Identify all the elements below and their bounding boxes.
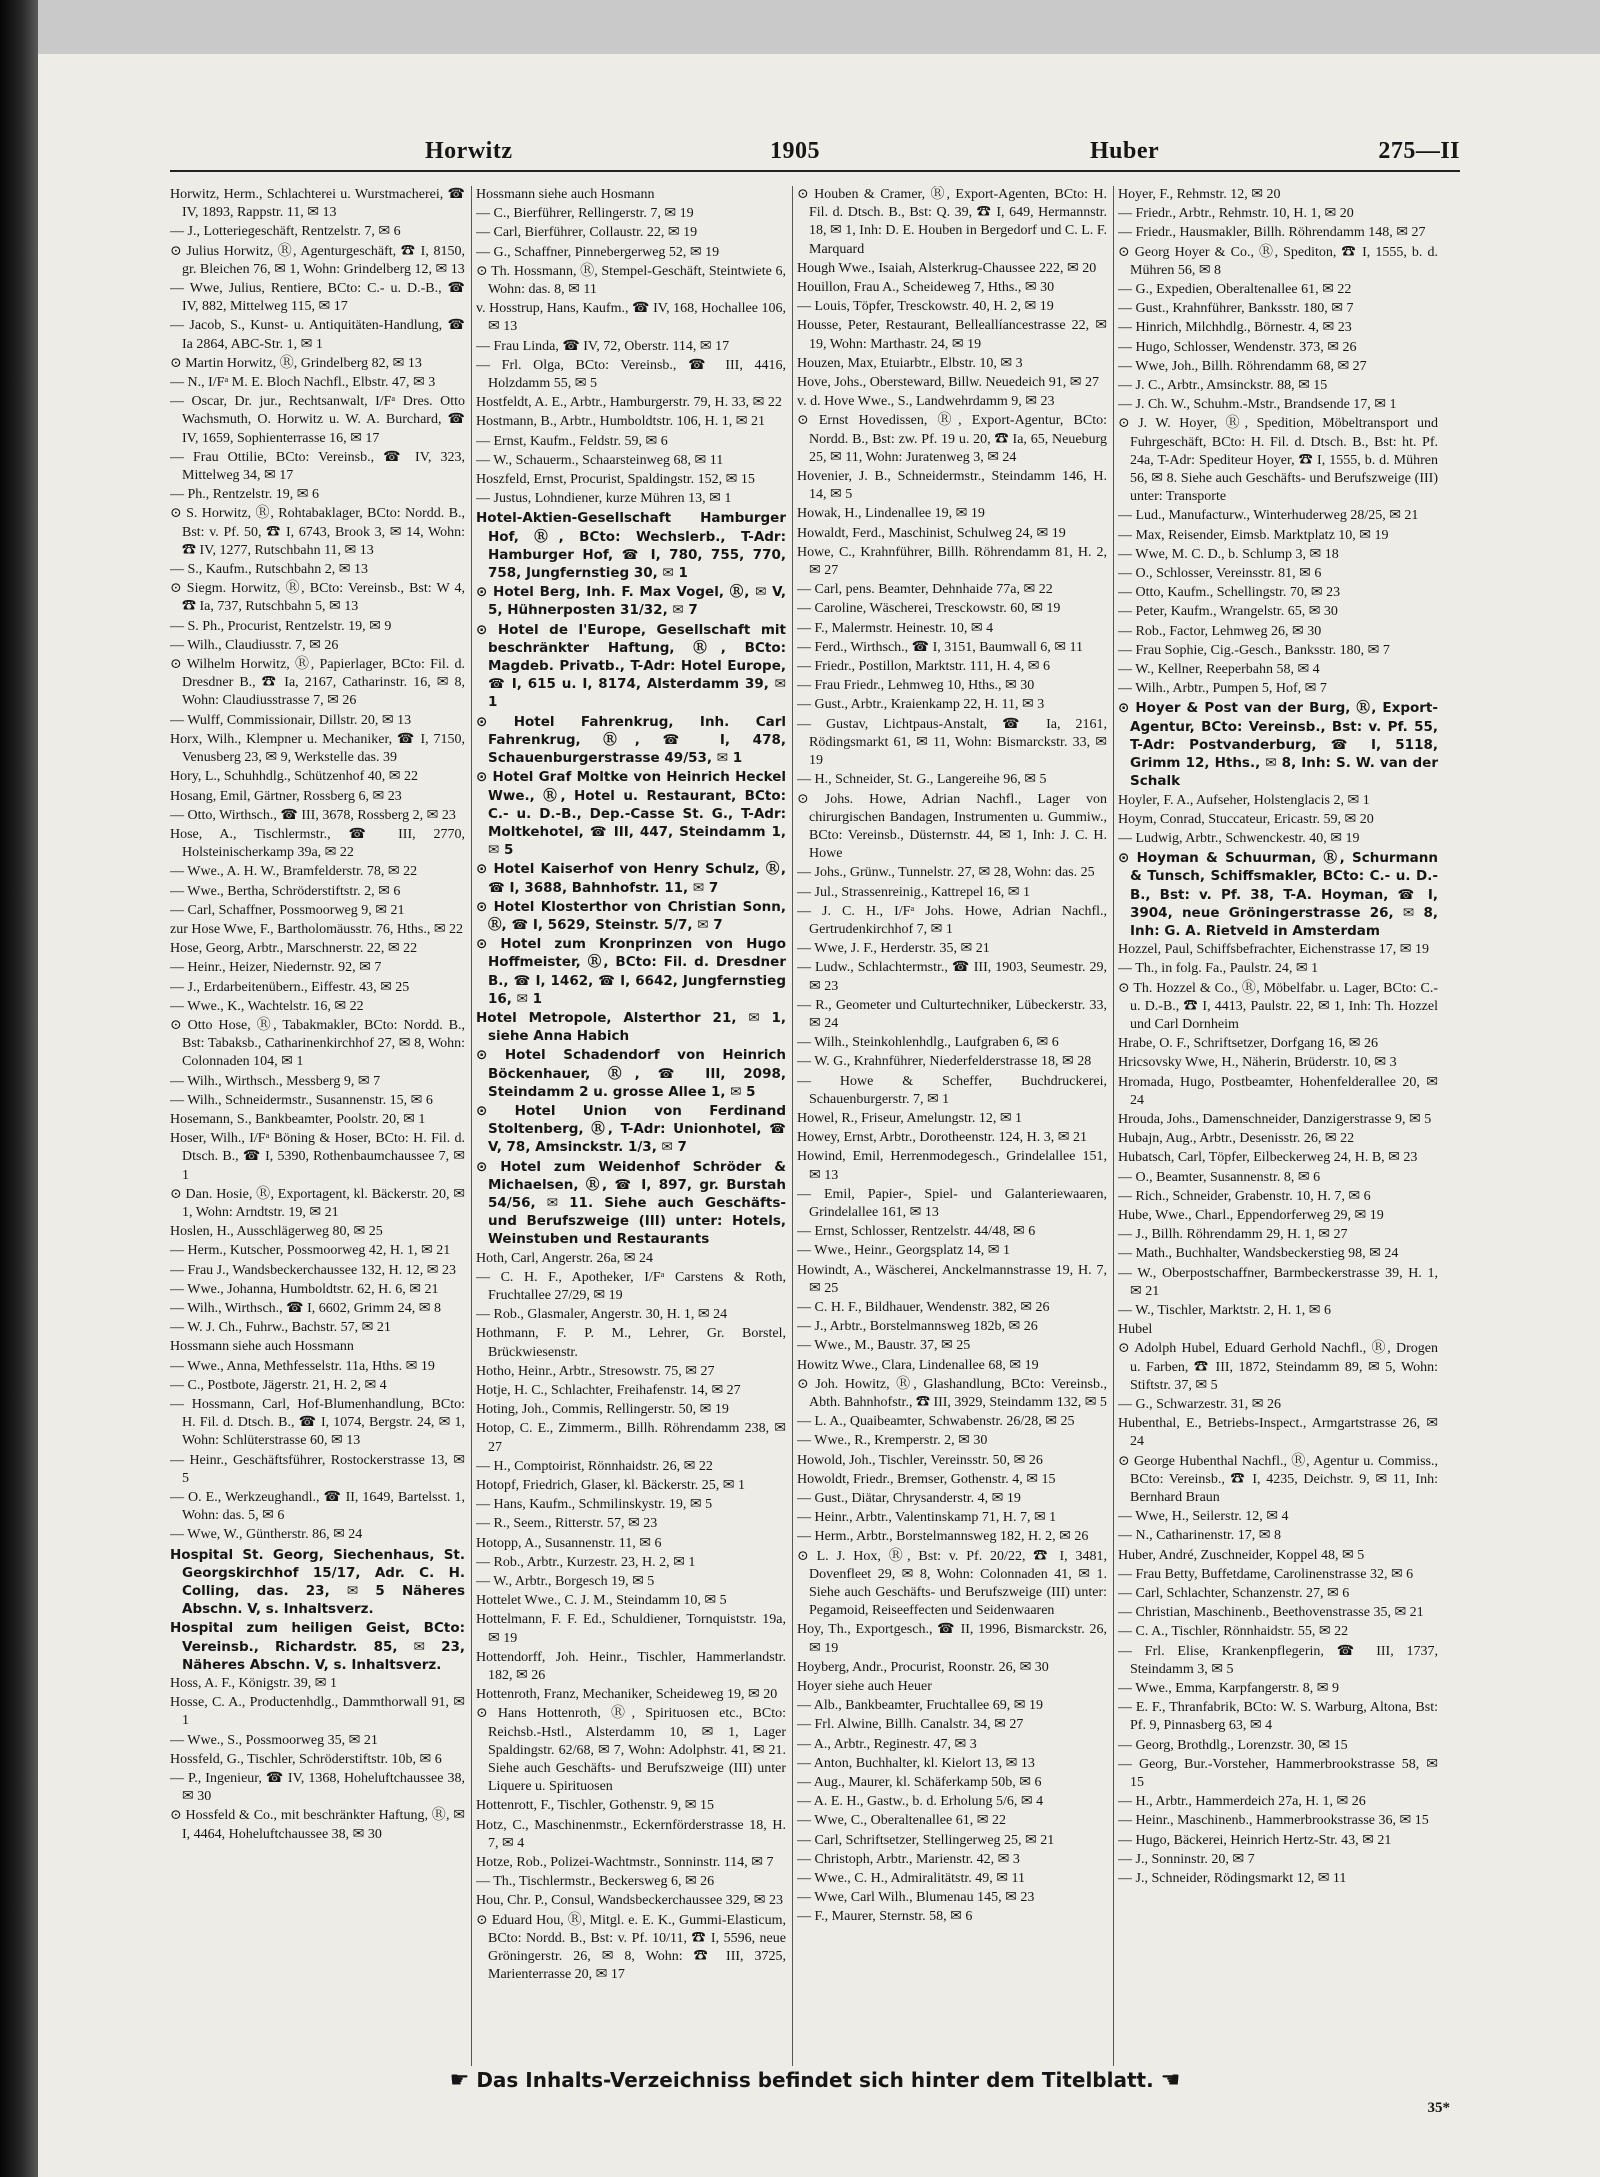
directory-entry: Howaldt, Ferd., Maschinist, Schulweg 24, ✉ 19 xyxy=(797,525,1066,541)
directory-entry: Hose, A., Tischlermstr., ☎ III, 2770, Holsteinischerkamp 39a, ✉ 22 xyxy=(170,826,465,861)
directory-entry: Hoy, Th., Exportgesch., ☎ II, 1996, Bismarckstr. 26, ✉ 19 xyxy=(797,1622,1107,1656)
directory-entry: — C., Postbote, Jägerstr. 21, H. 2, ✉ 4 xyxy=(170,1377,387,1393)
directory-entry: ⊙ Hotel zum Kronprinzen von Hugo Hoffmeister, Ⓡ, BCto: Fil. d. Dresdner B., ☎ I, 1462, ☎ I, 6642, Jungfernstieg 16, ✉ 1 xyxy=(476,936,786,1007)
directory-entry: Hube, Wwe., Charl., Eppendorferweg 29, ✉ 19 xyxy=(1118,1207,1384,1223)
directory-entry: — Wwe., M., Baustr. 37, ✉ 25 xyxy=(797,1338,971,1354)
directory-entry: Hoting, Joh., Commis, Rellingerstr. 50, ✉ 19 xyxy=(476,1402,729,1418)
directory-entry: Hosse, C. A., Productenhdlg., Dammthorwall 91, ✉ 1 xyxy=(170,1695,465,1729)
directory-entry: — Max, Reisender, Eimsb. Marktplatz 10, ✉ 19 xyxy=(1118,527,1389,543)
directory-entry: — Wwe., Heinr., Georgsplatz 14, ✉ 1 xyxy=(797,1243,1011,1259)
directory-entry: — Friedr., Postillon, Marktstr. 111, H. 4, ✉ 6 xyxy=(797,659,1050,675)
directory-entry: — J., Schneider, Rödingsmarkt 12, ✉ 11 xyxy=(1118,1871,1347,1887)
directory-entry: — Ludwig, Arbtr., Schwenckestr. 40, ✉ 19 xyxy=(1118,830,1360,846)
directory-entry: — O. E., Werkzeughandl., ☎ II, 1649, Bartelsst. 1, Wohn: das. 5, ✉ 6 xyxy=(170,1490,465,1524)
directory-entry: Hotopp, A., Susannenstr. 11, ✉ 6 xyxy=(476,1535,662,1551)
directory-entry: — Wilh., Schneidermstr., Susannenstr. 15, ✉ 6 xyxy=(170,1092,433,1108)
directory-entry: Hosang, Emil, Gärtner, Rossberg 6, ✉ 23 xyxy=(170,788,402,804)
directory-entry: ⊙ S. Horwitz, Ⓡ, Rohtabaklager, BCto: Nordd. B., Bst: v. Pf. 50, ☎ I, 6743, Brook 3, ✉ 14, Wohn: ☎ IV, 1277, Rutschbahn 11, ✉ 13 xyxy=(170,506,465,558)
directory-entry: ⊙ L. J. Hox, Ⓡ, Bst: v. Pf. 20/22, ☎ I, 3481, Dovenfleet 29, ✉ 8, Wohn: Colonnaden 41, ✉ 1. Siehe auch Geschäfts- und Berufszweige (III) unter: Pegamoid, Reiseeffecten und Seidenwaaren xyxy=(797,1548,1107,1619)
directory-entry: — Frau Sophie, Cig.-Gesch., Banksstr. 180, ✉ 7 xyxy=(1118,642,1390,658)
directory-entry: — Louis, Töpfer, Tresckowstr. 40, H. 2, ✉ 19 xyxy=(797,299,1054,315)
directory-entry: — Wwe., R., Kremperstr. 2, ✉ 30 xyxy=(797,1433,988,1449)
directory-entry: Hotz, C., Maschinenmstr., Eckernförderstrasse 18, H. 7, ✉ 4 xyxy=(476,1817,786,1851)
directory-entry: — R., Geometer und Culturtechniker, Lübeckerstr. 33, ✉ 24 xyxy=(797,997,1107,1031)
directory-entry: Houillon, Frau A., Scheideweg 7, Hths., ✉ 30 xyxy=(797,280,1055,296)
directory-entry: — Heinr., Arbtr., Valentinskamp 71, H. 7, ✉ 1 xyxy=(797,1510,1057,1526)
directory-entry: — F., Malermstr. Heinestr. 10, ✉ 4 xyxy=(797,620,994,636)
directory-entry: Hottelmann, F. F. Ed., Schuldiener, Tornquiststr. 19a, ✉ 19 xyxy=(476,1612,786,1646)
directory-entry: Hubatsch, Carl, Töpfer, Eilbeckerweg 24, H. B, ✉ 23 xyxy=(1118,1150,1418,1166)
directory-entry: Hostfeldt, A. E., Arbtr., Hamburgerstr. 79, H. 33, ✉ 22 xyxy=(476,395,782,411)
signature-mark: 35* xyxy=(1427,2100,1450,2116)
directory-entry: — Howe & Scheffer, Buchdruckerei, Schauenburgerstr. 7, ✉ 1 xyxy=(797,1073,1107,1107)
directory-entry: Hossmann siehe auch Hosmann xyxy=(476,187,655,202)
directory-entry: — Anton, Buchhalter, kl. Kielort 13, ✉ 13 xyxy=(797,1755,1035,1771)
directory-entry: Hospital zum heiligen Geist, BCto: Vereinsb., Richardstr. 85, ✉ 23, Näheres Abschn. V, s. Inhaltsverz. xyxy=(170,1620,465,1673)
directory-entry: — G., Expedien, Oberaltenallee 61, ✉ 22 xyxy=(1118,282,1352,298)
directory-entry: Howe, C., Krahnführer, Billh. Röhrendamm 81, H. 2, ✉ 27 xyxy=(797,544,1107,579)
directory-entry: ⊙ Th. Hossmann, Ⓡ, Stempel-Geschäft, Steintwiete 6, Wohn: das. 8, ✉ 11 xyxy=(476,263,786,298)
directory-entry: ⊙ Georg Hoyer & Co., Ⓡ, Spediton, ☎ I, 1555, b. d. Mühren 56, ✉ 8 xyxy=(1118,244,1438,278)
directory-entry: ⊙ Hotel de l'Europe, Gesellschaft mit beschränkter Haftung, Ⓡ, BCto: Magdeb. Privatb., T-Adr: Hotel Europe, ☎ I, 615 u. I, 8174, Alsterdamm 39, ✉ 1 xyxy=(476,621,786,711)
directory-entry: ⊙ Hoyer & Post van der Burg, Ⓡ, Export-Agentur, BCto: Vereinsb., Bst: v. Pf. 55, T-Adr: Postvanderburg, ☎ I, 5118, Grimm 12, Hths., ✉ 8, Inh: S. W. van der Schalk xyxy=(1118,700,1438,790)
directory-entry: Hoss, A. F., Königstr. 39, ✉ 1 xyxy=(170,1676,337,1692)
directory-entry: — Ferd., Wirthsch., ☎ I, 3151, Baumwall 6, ✉ 11 xyxy=(797,639,1084,655)
directory-entry: ⊙ Hotel Union von Ferdinand Stoltenberg, Ⓡ, T-Adr: Unionhotel, ☎ V, 78, Amsinckstr. 1/3, ✉ 7 xyxy=(476,1102,786,1156)
directory-entry: — Wwe, H., Seilerstr. 12, ✉ 4 xyxy=(1118,1509,1289,1525)
directory-entry: — Wwe, Julius, Rentiere, BCto: C.- u. D.-B., ☎ IV, 882, Mittelweg 115, ✉ 17 xyxy=(170,281,465,315)
directory-entry: Hoyler, F. A., Aufseher, Holstenglacis 2, ✉ 1 xyxy=(1118,792,1370,808)
directory-entry: — Friedr., Arbtr., Rehmstr. 10, H. 1, ✉ 20 xyxy=(1118,206,1354,222)
directory-entry: Hotho, Heinr., Arbtr., Stresowstr. 75, ✉ 27 xyxy=(476,1363,715,1379)
page-header xyxy=(170,136,1460,170)
directory-entry: — W. G., Krahnführer, Niederfelderstrasse 18, ✉ 28 xyxy=(797,1054,1092,1070)
column-4 xyxy=(1118,186,1438,2066)
column-divider xyxy=(1113,186,1114,2066)
column-2 xyxy=(476,186,786,2066)
directory-entry: — J. C., Arbtr., Amsinckstr. 88, ✉ 15 xyxy=(1118,378,1328,394)
directory-entry: — J., Lotteriegeschäft, Rentzelstr. 7, ✉ 6 xyxy=(170,224,401,240)
directory-entry: Hotel Metropole, Alsterthor 21, ✉ 1, siehe Anna Habich xyxy=(476,1009,786,1045)
pointing-hand-left-icon: ☚ xyxy=(1160,2068,1181,2093)
directory-entry: — Christoph, Arbtr., Marienstr. 42, ✉ 3 xyxy=(797,1851,1020,1867)
directory-entry: — Rob., Factor, Lehmweg 26, ✉ 30 xyxy=(1118,623,1322,639)
directory-entry: Howel, R., Friseur, Amelungstr. 12, ✉ 1 xyxy=(797,1110,1023,1126)
directory-entry: — Wwe., K., Wachtelstr. 16, ✉ 22 xyxy=(170,998,364,1014)
directory-entry: Hubajn, Aug., Arbtr., Desenisstr. 26, ✉ 22 xyxy=(1118,1131,1355,1147)
directory-entry: ⊙ Wilhelm Horwitz, Ⓡ, Papierlager, BCto: Fil. d. Dresdner B., ☎ Ia, 2167, Catharinstr. 16, ✉ 8, Wohn: Claudiusstrasse 7, ✉ 26 xyxy=(170,657,465,709)
directory-entry: — G., Schwarzestr. 31, ✉ 26 xyxy=(1118,1397,1281,1412)
directory-entry: — Ph., Rentzelstr. 19, ✉ 6 xyxy=(170,487,320,503)
footer-notice-text: Das Inhalts-Verzeichniss befindet sich hinter dem Titelblatt. xyxy=(476,2068,1154,2092)
directory-entry: Hubel xyxy=(1118,1322,1153,1338)
directory-entry: Hottelet Wwe., C. J. M., Steindamm 10, ✉ 5 xyxy=(476,1593,727,1609)
column-1 xyxy=(170,186,465,2066)
directory-entry: Howindt, A., Wäscherei, Anckelmannstrasse 19, H. 7, ✉ 25 xyxy=(797,1262,1107,1296)
directory-entry: — Frau Friedr., Lehmweg 10, Hths., ✉ 30 xyxy=(797,678,1035,694)
directory-entry: ⊙ J. W. Hoyer, Ⓡ, Spedition, Möbeltransport und Fuhrgeschäft, BCto: H. Fil. d. Dtsch. B., Bst: ht. Pf. 24a, T-Adr: Spediteur Hoyer, ☎ I, 1555, b. d. Mühren 56, ✉ 8. Siehe auch Geschäfts- und Berufszweige (III) unter: Transporte xyxy=(1118,416,1438,505)
directory-entry: — A. E. H., Gastw., b. d. Erholung 5/6, ✉ 4 xyxy=(797,1794,1044,1810)
directory-entry: ⊙ Hotel Berg, Inh. F. Max Vogel, Ⓡ, ✉ V, 5, Hühnerposten 31/32, ✉ 7 xyxy=(476,584,786,619)
directory-entry: Hrabe, O. F., Schriftsetzer, Dorfgang 16, ✉ 26 xyxy=(1118,1036,1379,1052)
directory-entry: — Friedr., Hausmakler, Billh. Röhrendamm 148, ✉ 27 xyxy=(1118,225,1426,241)
directory-entry: ⊙ Hossfeld & Co., mit beschränkter Haftung, Ⓡ, ✉ I, 4464, Hoheluftchaussee 38, ✉ 30 xyxy=(170,1808,465,1842)
directory-entry: — L. A., Quaibeamter, Schwabenstr. 26/28, ✉ 25 xyxy=(797,1414,1075,1430)
directory-entry: — Frl. Alwine, Billh. Canalstr. 34, ✉ 27 xyxy=(797,1717,1024,1733)
header-first-entry: Horwitz xyxy=(425,138,513,164)
directory-entry: Hotopf, Friedrich, Glaser, kl. Bäckerstr. 25, ✉ 1 xyxy=(476,1478,745,1494)
directory-entry: Hovenier, J. B., Schneidermstr., Steindamm 146, H. 14, ✉ 5 xyxy=(797,469,1107,503)
directory-entry: Howind, Emil, Herrenmodegesch., Grindelallee 151, ✉ 13 xyxy=(797,1149,1107,1183)
directory-entry: Horwitz, Herm., Schlachterei u. Wurstmacherei, ☎ IV, 1893, Rappstr. 11, ✉ 13 xyxy=(170,187,465,221)
directory-entry: — Aug., Maurer, kl. Schäferkamp 50b, ✉ 6 xyxy=(797,1775,1042,1791)
directory-entry: ⊙ Siegm. Horwitz, Ⓡ, BCto: Vereinsb., Bst: W 4, ☎ Ia, 737, Rutschbahn 5, ✉ 13 xyxy=(170,581,465,615)
pointing-hand-icon: ☛ xyxy=(449,2068,470,2093)
directory-entry: — Wwe., C. H., Admiralitätstr. 49, ✉ 11 xyxy=(797,1871,1025,1887)
directory-entry: — Math., Buchhalter, Wandsbeckerstieg 98, ✉ 24 xyxy=(1118,1246,1399,1262)
directory-entry: Hotop, C. E., Zimmerm., Billh. Röhrendamm 238, ✉ 27 xyxy=(476,1421,786,1455)
scan-edge xyxy=(0,0,38,2177)
directory-entry: — W., Oberpostschaffner, Barmbeckerstrasse 39, H. 1, ✉ 21 xyxy=(1118,1265,1438,1299)
directory-entry: Hoym, Conrad, Stuccateur, Ericastr. 59, ✉ 20 xyxy=(1118,811,1374,827)
directory-entry: — W., Schauerm., Schaarsteinweg 68, ✉ 11 xyxy=(476,452,724,468)
directory-entry: — Frau Linda, ☎ IV, 72, Oberstr. 114, ✉ 17 xyxy=(476,338,730,354)
directory-entry: — C. A., Tischler, Rönnhaidstr. 55, ✉ 22 xyxy=(1118,1624,1349,1640)
column-divider xyxy=(471,186,472,2066)
footer-notice xyxy=(170,2068,1460,2093)
directory-entry: Houzen, Max, Etuiarbtr., Elbstr. 10, ✉ 3 xyxy=(797,355,1023,371)
header-rule xyxy=(170,170,1460,172)
directory-entry: — F., Maurer, Sternstr. 58, ✉ 6 xyxy=(797,1909,973,1925)
directory-entry: Howey, Ernst, Arbtr., Dorotheenstr. 124, H. 3, ✉ 21 xyxy=(797,1130,1088,1146)
directory-entry: — Hossmann, Carl, Hof-Blumenhandlung, BCto: H. Fil. d. Dtsch. B., ☎ I, 1074, Bergstr. 24, ✉ 1, Wohn: Schlüterstrasse 60, ✉ 13 xyxy=(170,1397,465,1449)
directory-entry: — Justus, Lohndiener, kurze Mühren 13, ✉ 1 xyxy=(476,491,732,507)
directory-entry: — Frl. Olga, BCto: Vereinsb., ☎ III, 4416, Holzdamm 55, ✉ 5 xyxy=(476,357,786,392)
directory-entry: — Wwe, M. C. D., b. Schlump 3, ✉ 18 xyxy=(1118,546,1339,562)
directory-entry: — E. F., Thranfabrik, BCto: W. S. Warburg, Altona, Bst: Pf. 9, Pinnasberg 63, ✉ 4 xyxy=(1118,1700,1438,1734)
directory-entry: Hostmann, B., Arbtr., Humboldtstr. 106, H. 1, ✉ 21 xyxy=(476,414,766,430)
directory-entry: Hoslen, H., Ausschlägerweg 80, ✉ 25 xyxy=(170,1224,383,1240)
directory-entry: Howitz Wwe., Clara, Lindenallee 68, ✉ 19 xyxy=(797,1357,1039,1373)
directory-entry: Hricsovsky Wwe, H., Näherin, Brüderstr. 10, ✉ 3 xyxy=(1118,1055,1397,1071)
directory-entry: ⊙ Otto Hose, Ⓡ, Tabakmakler, BCto: Nordd. B., Bst: Tabaksb., Catharinenkirchhof 27, ✉ 8, Wohn: Colonnaden 104, ✉ 1 xyxy=(170,1017,465,1070)
directory-entry: Hozzel, Paul, Schiffsbefrachter, Eichenstrasse 17, ✉ 19 xyxy=(1118,942,1430,958)
directory-entry: — Gust., Diätar, Chrysanderstr. 4, ✉ 19 xyxy=(797,1491,1021,1507)
directory-entry: Hotje, H. C., Schlachter, Freihafenstr. 14, ✉ 27 xyxy=(476,1383,741,1398)
directory-entry: Hottenrott, F., Tischler, Gothenstr. 9, ✉ 15 xyxy=(476,1798,714,1814)
directory-entry: — J., Erdarbeitenübern., Eiffestr. 43, ✉ 25 xyxy=(170,979,410,995)
directory-entry: — O., Schlosser, Vereinsstr. 81, ✉ 6 xyxy=(1118,566,1322,582)
directory-entry: — Wwe, W., Güntherstr. 86, ✉ 24 xyxy=(170,1527,363,1543)
directory-entry: ⊙ Hans Hottenroth, Ⓡ, Spirituosen etc., BCto: Reichsb.-Hstl., Alsterdamm 10, ✉ 1, Lager Spaldingstr. 62/68, ✉ 7, Wohn: Adolphstr. 41, ✉ 21. Siehe auch Geschäfts- und Berufszweige (III) unter Liquere u. Spirituosen xyxy=(476,1706,786,1795)
directory-entry: — Rich., Schneider, Grabenstr. 10, H. 7, ✉ 6 xyxy=(1118,1188,1371,1204)
directory-entry: — J., Arbtr., Borstelmannsweg 182b, ✉ 26 xyxy=(797,1319,1038,1335)
directory-entry: — Wwe., Emma, Karpfangerstr. 8, ✉ 9 xyxy=(1118,1681,1340,1697)
directory-entry: — Wilh., Claudiusstr. 7, ✉ 26 xyxy=(170,637,339,653)
directory-entry: v. Hosstrup, Hans, Kaufm., ☎ IV, 168, Hochallee 106, ✉ 13 xyxy=(476,301,786,335)
directory-entry: — R., Seem., Ritterstr. 57, ✉ 23 xyxy=(476,1516,658,1532)
directory-entry: — Rob., Glasmaler, Angerstr. 30, H. 1, ✉ 24 xyxy=(476,1307,728,1323)
directory-entry: — Carl, Bierführer, Collaustr. 22, ✉ 19 xyxy=(476,225,698,241)
directory-entry: — Ernst, Kaufm., Feldstr. 59, ✉ 6 xyxy=(476,433,668,449)
directory-entry: Hou, Chr. P., Consul, Wandsbeckerchaussee 329, ✉ 23 xyxy=(476,1893,784,1909)
directory-entry: — J. Ch. W., Schuhm.-Mstr., Brandsende 17, ✉ 1 xyxy=(1118,397,1397,413)
directory-entry: — Carl, Schlachter, Schanzenstr. 27, ✉ 6 xyxy=(1118,1586,1350,1602)
directory-entry: — Johs., Grünw., Tunnelstr. 27, ✉ 28, Wohn: das. 25 xyxy=(797,865,1095,881)
directory-entry: — Hugo, Schlosser, Wendenstr. 373, ✉ 26 xyxy=(1118,339,1357,355)
directory-entry: — Frau Betty, Buffetdame, Carolinenstrasse 32, ✉ 6 xyxy=(1118,1566,1414,1582)
directory-entry: Hrouda, Johs., Damenschneider, Danzigerstrasse 9, ✉ 5 xyxy=(1118,1111,1432,1127)
directory-entry: — H., Comptoirist, Rönnhaidstr. 26, ✉ 22 xyxy=(476,1458,713,1474)
directory-entry: Hospital St. Georg, Siechenhaus, St. Georgskirchhof 15/17, Adr. C. H. Colling, das. 23, ✉ 5 Näheres Abschn. V, s. Inhaltsverz. xyxy=(170,1546,465,1618)
directory-entry: v. d. Hove Wwe., S., Landwehrdamm 9, ✉ 23 xyxy=(797,394,1055,410)
directory-entry: — W., Tischler, Marktstr. 2, H. 1, ✉ 6 xyxy=(1118,1302,1332,1318)
directory-entry: Hotze, Rob., Polizei-Wachtmstr., Sonninstr. 114, ✉ 7 xyxy=(476,1855,774,1871)
directory-entry: ⊙ Johs. Howe, Adrian Nachfl., Lager von chirurgischen Bandagen, Instrumenten u. Gummiw., BCto: Vereinsb., Düsternstr. 44, ✉ 1, Inh: J. C. H. Howe xyxy=(797,791,1107,862)
column-3 xyxy=(797,186,1107,2066)
directory-entry: — Oscar, Dr. jur., Rechtsanwalt, I/Fᵃ Dres. Otto Wachsmuth, O. Horwitz u. W. A. Burchard, ☎ IV, 1659, Sophienterrasse 16, ✉ 17 xyxy=(170,394,465,446)
directory-entry: — N., I/Fᵃ M. E. Bloch Nachfl., Elbstr. 47, ✉ 3 xyxy=(170,375,436,391)
directory-entry: Hove, Johs., Obersteward, Billw. Neuedeich 91, ✉ 27 xyxy=(797,375,1100,391)
directory-entry: — Carl, Schriftsetzer, Stellingerweg 25, ✉ 21 xyxy=(797,1832,1055,1848)
directory-entry: — Georg, Brothdlg., Lorenzstr. 30, ✉ 15 xyxy=(1118,1737,1348,1753)
directory-entry: zur Hose Wwe, F., Bartholomäusstr. 76, Hths., ✉ 22 xyxy=(170,921,464,937)
directory-entry: — Wilh., Arbtr., Pumpen 5, Hof, ✉ 7 xyxy=(1118,681,1327,697)
directory-entry: — O., Beamter, Susannenstr. 8, ✉ 6 xyxy=(1118,1169,1321,1185)
directory-entry: Hothmann, F. P. M., Lehrer, Gr. Borstel, Brückwiesenstr. xyxy=(476,1326,786,1360)
directory-entry: — Otto, Kaufm., Schellingstr. 70, ✉ 23 xyxy=(1118,585,1341,601)
directory-entry: — Peter, Kaufm., Wrangelstr. 65, ✉ 30 xyxy=(1118,604,1338,620)
directory-entry: — C. H. F., Apotheker, I/Fᵃ Carstens & Roth, Fruchtallee 27/29, ✉ 19 xyxy=(476,1269,786,1303)
directory-entry: — Wwe., A. H. W., Bramfelderstr. 78, ✉ 22 xyxy=(170,864,418,880)
directory-entry: — Wwe, Carl Wilh., Blumenau 145, ✉ 23 xyxy=(797,1890,1035,1906)
directory-entry: Hossfeld, G., Tischler, Schröderstiftstr. 10b, ✉ 6 xyxy=(170,1751,442,1767)
directory-entry: — W., Kellner, Reeperbahn 58, ✉ 4 xyxy=(1118,662,1320,678)
directory-entry: — W. J. Ch., Fuhrw., Bachstr. 57, ✉ 21 xyxy=(170,1320,391,1336)
column-divider xyxy=(792,186,793,2066)
directory-entry: — Carl, pens. Beamter, Dehnhaide 77a, ✉ 22 xyxy=(797,582,1053,598)
directory-entry: ⊙ Dan. Hosie, Ⓡ, Exportagent, kl. Bäckerstr. 20, ✉ 1, Wohn: Arndtstr. 19, ✉ 21 xyxy=(170,1186,465,1220)
directory-entry: Horx, Wilh., Klempner u. Mechaniker, ☎ I, 7150, Venusberg 23, ✉ 9, Werkstelle das. 39 xyxy=(170,731,465,766)
directory-entry: — Frau Ottilie, BCto: Vereinsb., ☎ IV, 323, Mittelweg 34, ✉ 17 xyxy=(170,449,465,484)
directory-entry: Hoyer, F., Rehmstr. 12, ✉ 20 xyxy=(1118,187,1281,202)
directory-entry: Howold, Joh., Tischler, Vereinsstr. 50, ✉ 26 xyxy=(797,1452,1043,1468)
directory-entry: ⊙ Hotel Schadendorf von Heinrich Böckenhauer, Ⓡ, ☎ III, 2098, Steindamm 2 u. grosse Allee 1, ✉ 5 xyxy=(476,1047,786,1100)
directory-entry: — C. H. F., Bildhauer, Wendenstr. 382, ✉ 26 xyxy=(797,1299,1050,1315)
directory-entry: — Th., Tischlermstr., Beckersweg 6, ✉ 26 xyxy=(476,1874,715,1890)
directory-entry: — Wwe, J. F., Herderstr. 35, ✉ 21 xyxy=(797,941,990,957)
directory-entry: — Caroline, Wäscherei, Tresckowstr. 60, ✉ 19 xyxy=(797,601,1061,617)
directory-entry: ⊙ Joh. Howitz, Ⓡ, Glashandlung, BCto: Vereinsb., Abth. Bahnhofstr., ☎ III, 3929, Steindamm 132, ✉ 5 xyxy=(797,1376,1107,1410)
directory-entry: — Gust., Krahnführer, Banksstr. 180, ✉ 7 xyxy=(1118,301,1354,317)
directory-entry: Hory, L., Schuhhdlg., Schützenhof 40, ✉ 22 xyxy=(170,769,419,785)
directory-entry: — P., Ingenieur, ☎ IV, 1368, Hoheluftchaussee 38, ✉ 30 xyxy=(170,1771,465,1805)
directory-entry: Hoszfeld, Ernst, Procurist, Spaldingstr. 152, ✉ 15 xyxy=(476,472,755,488)
directory-entry: Hoser, Wilh., I/Fᵃ Böning & Hoser, BCto: H. Fil. d. Dtsch. B., ☎ I, 5390, Rothenbaumchaussee 7, ✉ 1 xyxy=(170,1131,465,1183)
directory-entry: — Herm., Kutscher, Possmoorweg 42, H. 1, ✉ 21 xyxy=(170,1243,451,1259)
directory-entry: Hottendorff, Joh. Heinr., Tischler, Hammerlandstr. 182, ✉ 26 xyxy=(476,1649,786,1684)
directory-entry: Howak, H., Lindenallee 19, ✉ 19 xyxy=(797,506,985,522)
directory-entry: — Wulff, Commissionair, Dillstr. 20, ✉ 13 xyxy=(170,712,412,728)
directory-entry: — Lud., Manufacturw., Winterhuderweg 28/25, ✉ 21 xyxy=(1118,508,1419,524)
directory-entry: — Wilh., Wirthsch., ☎ I, 6602, Grimm 24, ✉ 8 xyxy=(170,1300,441,1316)
directory-entry: ⊙ Hotel Fahrenkrug, Inh. Carl Fahrenkrug, Ⓡ, ☎ I, 478, Schauenburgerstrasse 49/53, ✉ 1 xyxy=(476,713,786,767)
directory-entry: — Jacob, S., Kunst- u. Antiquitäten-Handlung, ☎ Ia 2864, ABC-Str. 1, ✉ 1 xyxy=(170,318,465,352)
directory-entry: — Ernst, Schlosser, Rentzelstr. 44/48, ✉ 6 xyxy=(797,1224,1036,1240)
directory-entry: — Frau J., Wandsbeckerchaussee 132, H. 12, ✉ 23 xyxy=(170,1262,457,1278)
directory-entry: Hose, Georg, Arbtr., Marschnerstr. 22, ✉ 22 xyxy=(170,941,418,957)
directory-entry: — C., Bierführer, Rellingerstr. 7, ✉ 19 xyxy=(476,206,694,222)
directory-entry: ⊙ Ernst Hovedissen, Ⓡ, Export-Agentur, BCto: Nordd. B., Bst: zw. Pf. 19 u. 20, ☎ Ia, 65, Neueburg 25, ✉ 11, Wohn: Juratenweg 3, ✉ 24 xyxy=(797,413,1107,465)
directory-entry: — Heinr., Geschäftsführer, Rostockerstrasse 13, ✉ 5 xyxy=(170,1452,465,1486)
directory-entry: — Christian, Maschinenb., Beethovenstrasse 35, ✉ 21 xyxy=(1118,1605,1424,1621)
directory-entry: — W., Arbtr., Borgesch 19, ✉ 5 xyxy=(476,1574,655,1590)
directory-entry: — A., Arbtr., Reginestr. 47, ✉ 3 xyxy=(797,1736,977,1752)
directory-entry: — Wilh., Steinkohlenhdlg., Laufgraben 6, ✉ 6 xyxy=(797,1035,1059,1051)
directory-entry: — S., Kaufm., Rutschbahn 2, ✉ 13 xyxy=(170,562,368,578)
directory-entry: — Heinr., Maschinenb., Hammerbrookstrasse 36, ✉ 15 xyxy=(1118,1813,1429,1829)
directory-entry: — Georg, Bur.-Vorsteher, Hammerbrookstrasse 58, ✉ 15 xyxy=(1118,1756,1438,1791)
directory-entry: Hromada, Hugo, Postbeamter, Hohenfelderallee 20, ✉ 24 xyxy=(1118,1074,1438,1108)
directory-entry: — Heinr., Heizer, Niedernstr. 92, ✉ 7 xyxy=(170,960,382,976)
directory-entry: — Ludw., Schlachtermstr., ☎ III, 1903, Seumestr. 29, ✉ 23 xyxy=(797,960,1107,994)
directory-entry: — Wwe., Bertha, Schröderstiftstr. 2, ✉ 6 xyxy=(170,883,401,899)
directory-entry: Hubenthal, E., Betriebs-Inspect., Armgartstrasse 26, ✉ 24 xyxy=(1118,1416,1438,1450)
directory-entry: ⊙ Houben & Cramer, Ⓡ, Export-Agenten, BCto: H. Fil. d. Dtsch. B., Bst: Q. 39, ☎ I, 649, Hermannstr. 18, ✉ 1, Inh: D. E. Houben in Bergedorf und C. L. F. Marquard xyxy=(797,187,1107,257)
directory-entry: — Hans, Kaufm., Schmilinskystr. 19, ✉ 5 xyxy=(476,1497,713,1513)
directory-entry: — N., Catharinenstr. 17, ✉ 8 xyxy=(1118,1528,1281,1544)
header-year: 1905 xyxy=(770,138,820,164)
directory-entry: — Emil, Papier-, Spiel- und Galanteriewaaren, Grindelallee 161, ✉ 13 xyxy=(797,1186,1107,1220)
directory-entry: — Otto, Wirthsch., ☎ III, 3678, Rossberg 2, ✉ 23 xyxy=(170,807,456,823)
directory-entry: — Frl. Elise, Krankenpflegerin, ☎ III, 1737, Steindamm 3, ✉ 5 xyxy=(1118,1643,1438,1677)
directory-entry: ⊙ Hotel Klosterthor von Christian Sonn, Ⓡ, ☎ I, 5629, Steinstr. 5/7, ✉ 7 xyxy=(476,898,786,933)
directory-entry: Hoth, Carl, Angerstr. 26a, ✉ 24 xyxy=(476,1250,653,1266)
directory-entry: — Jul., Strassenreinig., Kattrepel 16, ✉ 1 xyxy=(797,884,1030,900)
directory-entry: Hotel-Aktien-Gesellschaft Hamburger Hof, Ⓡ, BCto: Wechslerb., T-Adr: Hamburger Hof, ☎ I, 780, 755, 770, 758, Jungfernstieg 30, ✉ 1 xyxy=(476,510,786,582)
directory-entry: — Rob., Arbtr., Kurzestr. 23, H. 2, ✉ 1 xyxy=(476,1554,696,1570)
directory-entry: ⊙ Th. Hozzel & Co., Ⓡ, Möbelfabr. u. Lager, BCto: C.- u. D.-B., ☎ I, 4413, Paulstr. 22, ✉ 1, Inh: Th. Hozzel und Carl Dornheim xyxy=(1118,980,1438,1032)
directory-entry: Howoldt, Friedr., Bremser, Gothenstr. 4, ✉ 15 xyxy=(797,1471,1056,1487)
directory-entry: — H., Arbtr., Hammerdeich 27a, H. 1, ✉ 26 xyxy=(1118,1794,1366,1810)
directory-entry: ⊙ Hoyman & Schuurman, Ⓡ, Schurmann & Tunsch, Schiffsmakler, BCto: C.- u. D.-B., Bst: v. Pf. 38, T-A. Hoyman, ☎ I, 3904, neue Gröningerstrasse 26, ✉ 8, Inh: G. A. Rietveld in Amsterdam xyxy=(1118,850,1438,939)
directory-entry: ⊙ George Hubenthal Nachfl., Ⓡ, Agentur u. Commiss., BCto: Vereinsb., ☎ I, 4235, Deichstr. 9, ✉ 11, Inh: Bernhard Braun xyxy=(1118,1453,1438,1506)
directory-entry: Hossmann siehe auch Hossmann xyxy=(170,1339,354,1355)
directory-entry: ⊙ Julius Horwitz, Ⓡ, Agenturgeschäft, ☎ I, 8150, gr. Bleichen 76, ✉ 1, Wohn: Grindelberg 12, ✉ 13 xyxy=(170,243,465,277)
directory-entry: — Wwe, C., Oberaltenallee 61, ✉ 22 xyxy=(797,1813,1006,1829)
directory-entry: — Alb., Bankbeamter, Fruchtallee 69, ✉ 19 xyxy=(797,1698,1044,1714)
directory-entry: — J., Sonninstr. 20, ✉ 7 xyxy=(1118,1851,1255,1867)
header-last-entry: Huber xyxy=(1090,138,1160,164)
directory-entry: ⊙ Martin Horwitz, Ⓡ, Grindelberg 82, ✉ 13 xyxy=(170,355,422,371)
directory-entry: — Wwe, Joh., Billh. Röhrendamm 68, ✉ 27 xyxy=(1118,358,1367,374)
directory-entry: Hottenroth, Franz, Mechaniker, Scheideweg 19, ✉ 20 xyxy=(476,1687,778,1703)
directory-entry: Hough Wwe., Isaiah, Alsterkrug-Chaussee 222, ✉ 20 xyxy=(797,260,1097,276)
directory-entry: — Gust., Arbtr., Kraienkamp 22, H. 11, ✉ 3 xyxy=(797,697,1045,713)
directory-page xyxy=(170,136,1460,2116)
page-number: 275—II xyxy=(1378,138,1460,164)
directory-entry: — Wilh., Wirthsch., Messberg 9, ✉ 7 xyxy=(170,1073,381,1089)
directory-entry: — H., Schneider, St. G., Langereihe 96, ✉ 5 xyxy=(797,772,1047,788)
directory-entry: — Hugo, Bäckerei, Heinrich Hertz-Str. 43, ✉ 21 xyxy=(1118,1832,1392,1848)
directory-entry: ⊙ Eduard Hou, Ⓡ, Mitgl. e. E. K., Gummi-Elasticum, BCto: Nordd. B., Bst: v. Pf. 10/11, ☎ I, 5596, neue Gröningerstr. 26, ✉ 8, Wohn: ☎ III, 3725, Marienterrasse 20, ✉ 17 xyxy=(476,1912,786,1983)
directory-entry: Hoyer siehe auch Heuer xyxy=(797,1679,932,1695)
directory-entry: ⊙ Hotel Graf Moltke von Heinrich Heckel Wwe., Ⓡ, Hotel u. Restaurant, BCto: C.- u. D.-B., Dep.-Casse St. G., T-Adr: Moltkehotel, ☎ III, 447, Steindamm 1, ✉ 5 xyxy=(476,769,786,859)
directory-entry: — Herm., Arbtr., Borstelmannsweg 182, H. 2, ✉ 26 xyxy=(797,1529,1089,1545)
directory-entry: Housse, Peter, Restaurant, Belleallíancestrasse 22, ✉ 19, Wohn: Marthastr. 24, ✉ 19 xyxy=(797,318,1107,352)
directory-entry: — J., Billh. Röhrendamm 29, H. 1, ✉ 27 xyxy=(1118,1227,1348,1243)
directory-entry: ⊙ Adolph Hubel, Eduard Gerhold Nachfl., Ⓡ, Drogen u. Farben, ☎ III, 1872, Steindamm 89, ✉ 5, Wohn: Stiftstr. 37, ✉ 5 xyxy=(1118,1341,1438,1393)
directory-entry: — Hinrich, Milchhdlg., Börnestr. 4, ✉ 23 xyxy=(1118,320,1352,336)
directory-entry: — Wwe., S., Possmoorweg 35, ✉ 21 xyxy=(170,1732,378,1748)
directory-entry: ⊙ Hotel zum Weidenhof Schröder & Michaelsen, Ⓡ, ☎ I, 897, gr. Burstah 54/56, ✉ 11. Siehe auch Geschäfts- und Berufszweige (III) unter: Hotels, Weinstuben und Restaurants xyxy=(476,1158,786,1248)
directory-entry: — Gustav, Lichtpaus-Anstalt, ☎ Ia, 2161, Rödingsmarkt 61, ✉ 11, Wohn: Bismarckstr. 33, ✉ 19 xyxy=(797,716,1107,769)
directory-entry: — G., Schaffner, Pinnebergerweg 52, ✉ 19 xyxy=(476,244,720,260)
directory-entry: — S. Ph., Procurist, Rentzelstr. 19, ✉ 9 xyxy=(170,618,392,634)
directory-entry: Huber, André, Zuschneider, Koppel 48, ✉ 5 xyxy=(1118,1547,1365,1563)
directory-entry: — Carl, Schaffner, Possmoorweg 9, ✉ 21 xyxy=(170,902,405,918)
directory-entry: — Wwe., Johanna, Humboldtstr. 62, H. 6, ✉ 21 xyxy=(170,1281,439,1297)
directory-entry: Hosemann, S., Bankbeamter, Poolstr. 20, ✉ 1 xyxy=(170,1111,426,1127)
directory-entry: — Wwe., Anna, Methfesselstr. 11a, Hths. ✉ 19 xyxy=(170,1358,435,1374)
directory-entry: ⊙ Hotel Kaiserhof von Henry Schulz, Ⓡ, ☎ I, 3688, Bahnhofstr. 11, ✉ 7 xyxy=(476,861,786,896)
directory-entry: Hoyberg, Andr., Procurist, Roonstr. 26, ✉ 30 xyxy=(797,1659,1049,1675)
directory-entry: — J. C. H., I/Fᵃ Johs. Howe, Adrian Nachfl., Gertrudenkirchhof 7, ✉ 1 xyxy=(797,903,1107,937)
directory-entry: — Th., in folg. Fa., Paulstr. 24, ✉ 1 xyxy=(1118,961,1319,977)
